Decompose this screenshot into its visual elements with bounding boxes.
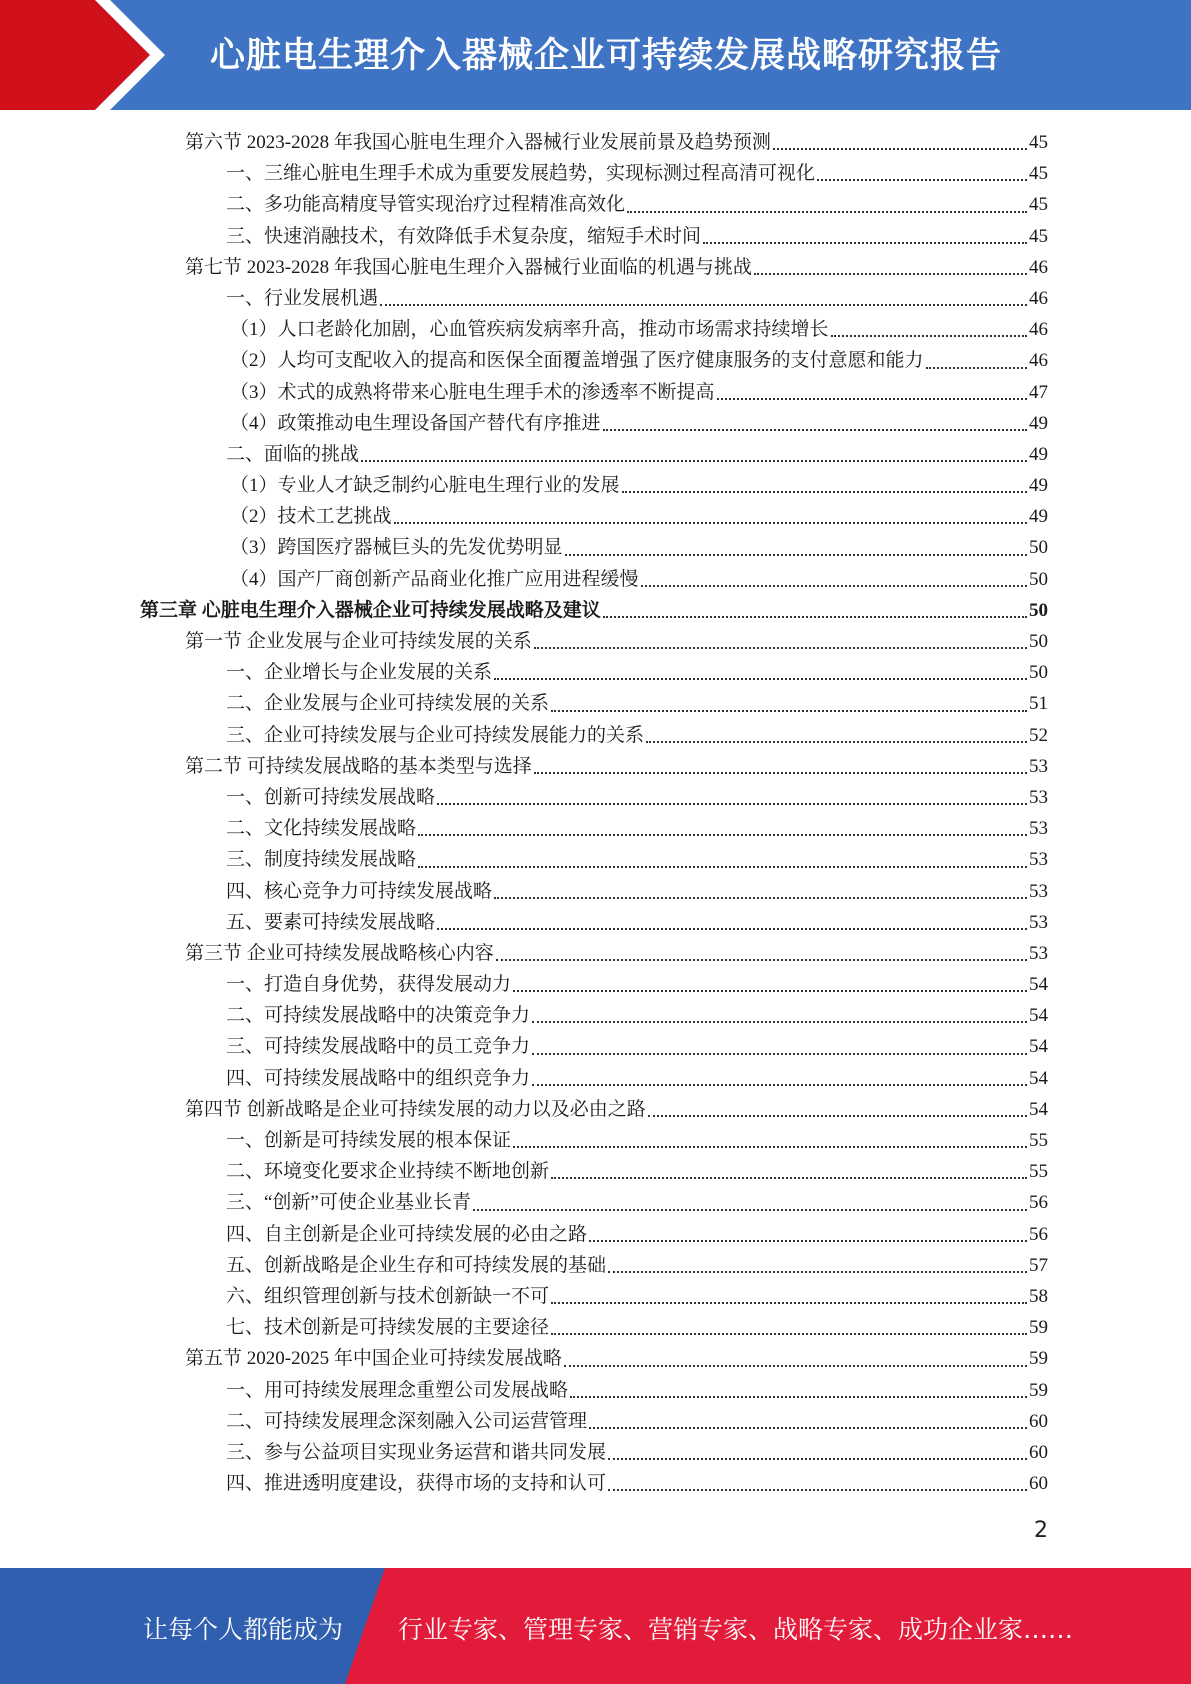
- toc-dot-leader: [926, 366, 1027, 369]
- toc-entry[interactable]: [140, 969, 1048, 1000]
- toc-entry-page: 46: [1029, 350, 1048, 372]
- toc-dot-leader: [513, 989, 1027, 992]
- toc-dot-leader: [551, 709, 1027, 712]
- toc-dot-leader: [437, 927, 1027, 930]
- toc-entry[interactable]: [140, 907, 1048, 938]
- toc-entry[interactable]: [140, 751, 1048, 782]
- toc-dot-leader: [773, 147, 1027, 150]
- toc-dot-leader: [627, 210, 1027, 213]
- toc-dot-leader: [648, 1114, 1027, 1117]
- toc-entry-page: 50: [1029, 662, 1048, 684]
- toc-entry[interactable]: [140, 1437, 1048, 1468]
- toc-entry-label: 一、打造自身优势，获得发展动力: [226, 974, 512, 996]
- toc-entry-page: 53: [1029, 880, 1048, 902]
- toc-entry-page: 53: [1029, 818, 1048, 840]
- toc-entry-page: 45: [1029, 194, 1048, 216]
- toc-chapter-entry[interactable]: [140, 595, 1048, 626]
- toc-entry-label: （4）政策推动电生理设备国产替代有序推进: [230, 412, 601, 434]
- toc-entry-label: 二、文化持续发展战略: [226, 818, 417, 840]
- toc-entry-label: 三、快速消融技术，有效降低手术复杂度，缩短手术时间: [226, 225, 702, 247]
- toc-entry-label: 二、可持续发展理念深刻融入公司运营管理: [226, 1410, 588, 1432]
- toc-dot-leader: [589, 1426, 1027, 1429]
- footer-slogan-left: 让每个人都能成为: [143, 1615, 344, 1644]
- toc-entry-page: 51: [1029, 693, 1048, 715]
- toc-entry[interactable]: [140, 252, 1048, 283]
- toc-entry[interactable]: [140, 1375, 1048, 1406]
- toc-dot-leader: [418, 833, 1027, 836]
- toc-entry[interactable]: [140, 1063, 1048, 1094]
- toc-entry-page: 50: [1029, 568, 1048, 590]
- toc-entry-label: 一、三维心脏电生理手术成为重要发展趋势，实现标测过程高清可视化: [226, 163, 816, 185]
- toc-entry[interactable]: [140, 1219, 1048, 1250]
- toc-entry-label: 第三章 心脏电生理介入器械企业可持续发展战略及建议: [140, 599, 601, 621]
- toc-entry[interactable]: [140, 813, 1048, 844]
- toc-entry-label: 六、组织管理创新与技术创新缺一不可: [226, 1285, 550, 1307]
- toc-entry-page: 54: [1029, 1067, 1048, 1089]
- toc-dot-leader: [608, 1270, 1027, 1273]
- toc-entry[interactable]: [140, 1094, 1048, 1125]
- toc-entry-page: 59: [1029, 1317, 1048, 1339]
- toc-entry[interactable]: [140, 470, 1048, 501]
- toc-entry[interactable]: [140, 720, 1048, 751]
- toc-entry-label: 第三节 企业可持续发展战略核心内容: [185, 942, 494, 964]
- toc-entry-label: 四、推进透明度建设，获得市场的支持和认可: [226, 1473, 607, 1495]
- toc-entry[interactable]: [140, 439, 1048, 470]
- toc-dot-leader: [494, 677, 1027, 680]
- toc-entry-label: 四、可持续发展战略中的组织竞争力: [226, 1067, 531, 1089]
- toc-entry-label: （3）跨国医疗器械巨头的先发优势明显: [230, 537, 563, 559]
- toc-dot-leader: [622, 490, 1027, 493]
- toc-entry[interactable]: [140, 158, 1048, 189]
- report-title: 心脏电生理介入器械企业可持续发展战略研究报告: [210, 36, 1003, 76]
- toc-entry[interactable]: [140, 1343, 1048, 1374]
- toc-entry[interactable]: [140, 844, 1048, 875]
- toc-entry-page: 58: [1029, 1285, 1048, 1307]
- toc-entry-label: 四、自主创新是企业可持续发展的必由之路: [226, 1223, 588, 1245]
- toc-dot-leader: [564, 1364, 1027, 1367]
- toc-entry[interactable]: [140, 876, 1048, 907]
- toc-entry[interactable]: [140, 127, 1048, 158]
- toc-entry-page: 52: [1029, 724, 1048, 746]
- toc-dot-leader: [551, 1176, 1027, 1179]
- toc-entry-page: 53: [1029, 942, 1048, 964]
- toc-entry-label: 三、制度持续发展战略: [226, 849, 417, 871]
- toc-entry[interactable]: [140, 532, 1048, 563]
- toc-entry-page: 50: [1029, 537, 1048, 559]
- toc-entry-label: （2）人均可支配收入的提高和医保全面覆盖增强了医疗健康服务的支付意愿和能力: [230, 350, 924, 372]
- toc-entry-page: 49: [1029, 412, 1048, 434]
- toc-dot-leader: [380, 303, 1027, 306]
- toc-dot-leader: [513, 1145, 1027, 1148]
- toc-entry-label: 五、要素可持续发展战略: [226, 911, 436, 933]
- toc-entry-label: 三、企业可持续发展与企业可持续发展能力的关系: [226, 724, 645, 746]
- toc-entry[interactable]: [140, 1187, 1048, 1218]
- toc-entry-page: 54: [1029, 1098, 1048, 1120]
- toc-entry-page: 46: [1029, 319, 1048, 341]
- toc-entry-page: 47: [1029, 381, 1048, 403]
- toc-entry[interactable]: [140, 501, 1048, 532]
- toc-entry-label: （3）术式的成熟将带来心脏电生理手术的渗透率不断提高: [230, 381, 715, 403]
- toc-entry-label: 一、行业发展机遇: [226, 287, 379, 309]
- toc-entry-page: 59: [1029, 1348, 1048, 1370]
- toc-entry[interactable]: [140, 1406, 1048, 1437]
- toc-entry-label: 第七节 2023-2028 年我国心脏电生理介入器械行业面临的机遇与挑战: [185, 256, 752, 278]
- toc-entry[interactable]: [140, 688, 1048, 719]
- toc-entry-page: 49: [1029, 506, 1048, 528]
- toc-dot-leader: [603, 428, 1027, 431]
- toc-dot-leader: [551, 1301, 1027, 1304]
- toc-dot-leader: [641, 584, 1027, 587]
- toc-entry[interactable]: [140, 1031, 1048, 1062]
- toc-entry-page: 45: [1029, 225, 1048, 247]
- toc-dot-leader: [534, 771, 1027, 774]
- toc-entry[interactable]: [140, 377, 1048, 408]
- toc-entry[interactable]: [140, 1000, 1048, 1031]
- toc-entry-label: 一、创新是可持续发展的根本保证: [226, 1130, 512, 1151]
- toc-entry-page: 49: [1029, 475, 1048, 497]
- toc-entry-label: 二、多功能高精度导管实现治疗过程精准高效化: [226, 194, 626, 216]
- toc-entry-page: 53: [1029, 849, 1048, 871]
- toc-entry-label: 三、“创新”可使企业基业长青: [226, 1192, 471, 1214]
- toc-entry-page: 57: [1029, 1254, 1048, 1276]
- toc-dot-leader: [603, 615, 1027, 618]
- toc-dot-leader: [532, 1083, 1027, 1086]
- toc-entry-page: 56: [1029, 1192, 1048, 1214]
- toc-entry-label: （1）人口老龄化加剧，心血管疾病发病率升高，推动市场需求持续增长: [230, 319, 829, 341]
- toc-entry-page: 45: [1029, 132, 1048, 153]
- toc-dot-leader: [361, 459, 1027, 462]
- toc-entry-page: 60: [1029, 1410, 1048, 1432]
- toc-entry[interactable]: [140, 782, 1048, 813]
- footer-slogan-right: 行业专家、管理专家、营销专家、战略专家、成功企业家……: [398, 1615, 1074, 1644]
- toc-dot-leader: [532, 1052, 1027, 1055]
- toc-entry-page: 54: [1029, 1036, 1048, 1058]
- toc-entry[interactable]: [140, 221, 1048, 252]
- toc-dot-leader: [589, 1239, 1027, 1242]
- toc-dot-leader: [703, 241, 1027, 244]
- toc-entry-label: 一、用可持续发展理念重塑公司发展战略: [226, 1379, 569, 1401]
- toc-entry[interactable]: [140, 1468, 1048, 1499]
- toc-entry-label: 二、可持续发展战略中的决策竞争力: [226, 1005, 531, 1027]
- toc-entry-label: 第二节 可持续发展战略的基本类型与选择: [185, 755, 532, 777]
- toc-dot-leader: [534, 646, 1027, 649]
- toc-entry-label: （1）专业人才缺乏制约心脏电生理行业的发展: [230, 475, 620, 497]
- page-number: 2: [1034, 1518, 1048, 1543]
- toc-dot-leader: [831, 334, 1027, 337]
- toc-entry[interactable]: [140, 626, 1048, 657]
- toc-entry-page: 59: [1029, 1379, 1048, 1401]
- table-of-contents: [140, 127, 1048, 1499]
- toc-dot-leader: [646, 740, 1027, 743]
- toc-entry-page: 54: [1029, 1005, 1048, 1027]
- toc-entry-label: 二、环境变化要求企业持续不断地创新: [226, 1161, 550, 1183]
- toc-dot-leader: [496, 958, 1027, 961]
- toc-dot-leader: [608, 1457, 1027, 1460]
- toc-dot-leader: [754, 272, 1027, 275]
- toc-entry-page: 53: [1029, 755, 1048, 777]
- toc-entry-page: 49: [1029, 443, 1048, 465]
- toc-dot-leader: [532, 1020, 1027, 1023]
- toc-entry[interactable]: [140, 283, 1048, 314]
- toc-dot-leader: [437, 802, 1027, 805]
- toc-dot-leader: [473, 1208, 1027, 1211]
- toc-entry-label: 七、技术创新是可持续发展的主要途径: [226, 1317, 550, 1339]
- toc-entry[interactable]: [140, 657, 1048, 688]
- toc-entry-page: 54: [1029, 974, 1048, 996]
- toc-entry-label: 二、面临的挑战: [226, 443, 360, 465]
- toc-entry-page: 55: [1029, 1161, 1048, 1183]
- toc-entry[interactable]: [140, 1250, 1048, 1281]
- toc-entry[interactable]: [140, 1281, 1048, 1312]
- toc-entry-page: 50: [1029, 599, 1048, 621]
- toc-entry-label: 四、核心竞争力可持续发展战略: [226, 880, 493, 902]
- toc-entry-page: 60: [1029, 1473, 1048, 1495]
- toc-dot-leader: [494, 896, 1027, 899]
- toc-entry-page: 53: [1029, 786, 1048, 808]
- toc-entry[interactable]: [140, 1125, 1048, 1156]
- toc-entry[interactable]: [140, 938, 1048, 969]
- toc-entry-page: 50: [1029, 631, 1048, 652]
- toc-entry-label: 二、企业发展与企业可持续发展的关系: [226, 693, 550, 715]
- toc-entry-label: 一、创新可持续发展战略: [226, 786, 436, 808]
- toc-entry-page: 45: [1029, 163, 1048, 185]
- toc-entry-page: 46: [1029, 287, 1048, 309]
- toc-entry[interactable]: [140, 408, 1048, 439]
- toc-entry[interactable]: [140, 314, 1048, 345]
- toc-entry[interactable]: [140, 189, 1048, 220]
- toc-entry-label: 第六节 2023-2028 年我国心脏电生理介入器械行业发展前景及趋势预测: [185, 132, 771, 153]
- toc-entry-label: 第五节 2020-2025 年中国企业可持续发展战略: [185, 1348, 562, 1370]
- toc-entry-label: 五、创新战略是企业生存和可持续发展的基础: [226, 1254, 607, 1276]
- toc-dot-leader: [817, 178, 1027, 181]
- toc-entry-label: 第四节 创新战略是企业可持续发展的动力以及必由之路: [185, 1098, 646, 1120]
- toc-entry[interactable]: [140, 1312, 1048, 1343]
- toc-entry-page: 55: [1029, 1130, 1048, 1151]
- toc-dot-leader: [608, 1488, 1027, 1491]
- toc-entry-label: 三、可持续发展战略中的员工竞争力: [226, 1036, 531, 1058]
- toc-entry-page: 46: [1029, 256, 1048, 278]
- toc-entry[interactable]: [140, 1156, 1048, 1187]
- toc-dot-leader: [565, 553, 1027, 556]
- toc-entry-label: （2）技术工艺挑战: [230, 506, 392, 528]
- toc-entry-page: 53: [1029, 911, 1048, 933]
- report-header: [0, 0, 1191, 110]
- toc-entry-label: （4）国产厂商创新产品商业化推广应用进程缓慢: [230, 568, 639, 590]
- toc-entry-label: 三、参与公益项目实现业务运营和谐共同发展: [226, 1441, 607, 1463]
- report-footer: [0, 1568, 1191, 1684]
- toc-entry-page: 56: [1029, 1223, 1048, 1245]
- toc-dot-leader: [717, 397, 1027, 400]
- toc-entry-label: 一、企业增长与企业发展的关系: [226, 662, 493, 684]
- toc-entry-label: 第一节 企业发展与企业可持续发展的关系: [185, 631, 532, 652]
- toc-dot-leader: [551, 1332, 1027, 1335]
- toc-dot-leader: [570, 1395, 1027, 1398]
- toc-entry[interactable]: [140, 564, 1048, 595]
- toc-entry[interactable]: [140, 345, 1048, 376]
- toc-entry-page: 60: [1029, 1441, 1048, 1463]
- toc-dot-leader: [394, 521, 1027, 524]
- toc-dot-leader: [418, 865, 1027, 868]
